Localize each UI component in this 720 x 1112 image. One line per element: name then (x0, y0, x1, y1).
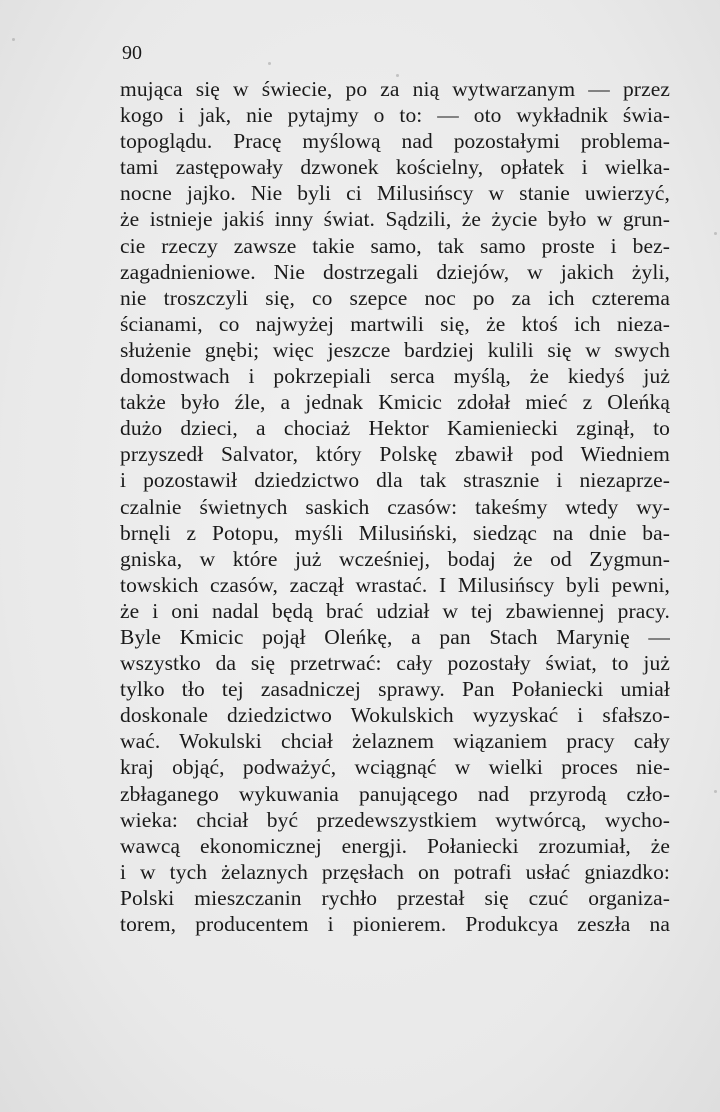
text-line: zbłaganego wykuwania panującego nad przyrodą czło- (120, 781, 670, 806)
text-line: Polski mieszczanin rychło przestał się czuć organiza- (120, 885, 670, 910)
text-line: doskonale dziedzictwo Wokulskich wyzyskać i sfałszo- (120, 703, 670, 728)
text-line: tami zastępowały dzwonek kościelny, opłatek i wielka- (120, 155, 670, 180)
text-line: wawcą ekonomicznej energji. Połaniecki zrozumiał, że (120, 833, 670, 858)
paper-speck (714, 790, 717, 793)
text-line: służenie gnębi; więc jeszcze bardziej kulili się w swych (120, 337, 670, 362)
text-line: mująca się w świecie, po za nią wytwarzanym — przez (120, 77, 670, 101)
text-line: tylko tło tej zasadniczej sprawy. Pan Połaniecki umiał (120, 677, 670, 702)
text-line: przyszedł Salvator, który Polskę zbawił pod Wiedniem (120, 442, 670, 467)
text-line: Byle Kmicic pojął Oleńkę, a pan Stach Marynię — (120, 624, 670, 649)
text-line: nie troszczyli się, co szepce noc po za ich czterema (120, 285, 670, 310)
text-line: domostwach i pokrzepiali serca myślą, że kiedyś już (120, 364, 670, 389)
body-text (120, 76, 670, 937)
text-line: dużo dzieci, a chociaż Hektor Kamieniecki zginął, to (120, 416, 670, 441)
text-line: towskich czasów, zaczął wrastać. I Milusińscy byli pewni, (120, 572, 670, 597)
text-line: wieka: chciał być przedewszystkiem wytwórcą, wycho- (120, 807, 670, 832)
page-number: 90 (122, 42, 142, 64)
text-line: kraj objąć, podważyć, wciągnąć w wielki proces nie- (120, 755, 670, 780)
text-line: wszystko da się przetrwać: cały pozostały świat, to już (120, 651, 670, 676)
text-line: także było źle, a jednak Kmicic zdołał mieć z Oleńką (120, 390, 670, 415)
text-line: że i oni nadal będą brać udział w tej zbawiennej pracy. (120, 598, 670, 623)
text-line: topoglądu. Pracę myślową nad pozostałymi problema- (120, 129, 670, 154)
text-line: gniska, w które już wcześniej, bodaj że od Zygmun- (120, 546, 670, 571)
text-line: i pozostawił dziedzictwo dla tak strasznie i niezaprze- (120, 468, 670, 493)
text-line: zagadnieniowe. Nie dostrzegali dziejów, w jakich żyli, (120, 259, 670, 284)
paper-speck (268, 62, 271, 65)
text-line: czalnie świetnych saskich czasów: takeśmy wtedy wy- (120, 494, 670, 519)
text-line: nocne jajko. Nie byli ci Milusińscy w stanie uwierzyć, (120, 181, 670, 206)
text-line: torem, producentem i pionierem. Produkcya zeszła na (120, 912, 670, 936)
text-line: że istnieje jakiś inny świat. Sądzili, że życie było w grun- (120, 207, 670, 232)
text-line: i w tych żelaznych przęsłach on potrafi usłać gniazdko: (120, 859, 670, 884)
text-line: brnęli z Potopu, myśli Milusiński, siedząc na dnie ba- (120, 520, 670, 545)
paper-speck (12, 38, 15, 41)
text-line: cie rzeczy zawsze takie samo, tak samo proste i bez- (120, 233, 670, 258)
paper-speck (714, 232, 717, 235)
text-line: ścianami, co najwyżej martwili się, że ktoś ich nieza- (120, 311, 670, 336)
text-line: kogo i jak, nie pytajmy o to: — oto wykładnik świa- (120, 103, 670, 128)
text-line: wać. Wokulski chciał żelaznem wiązaniem pracy cały (120, 729, 670, 754)
